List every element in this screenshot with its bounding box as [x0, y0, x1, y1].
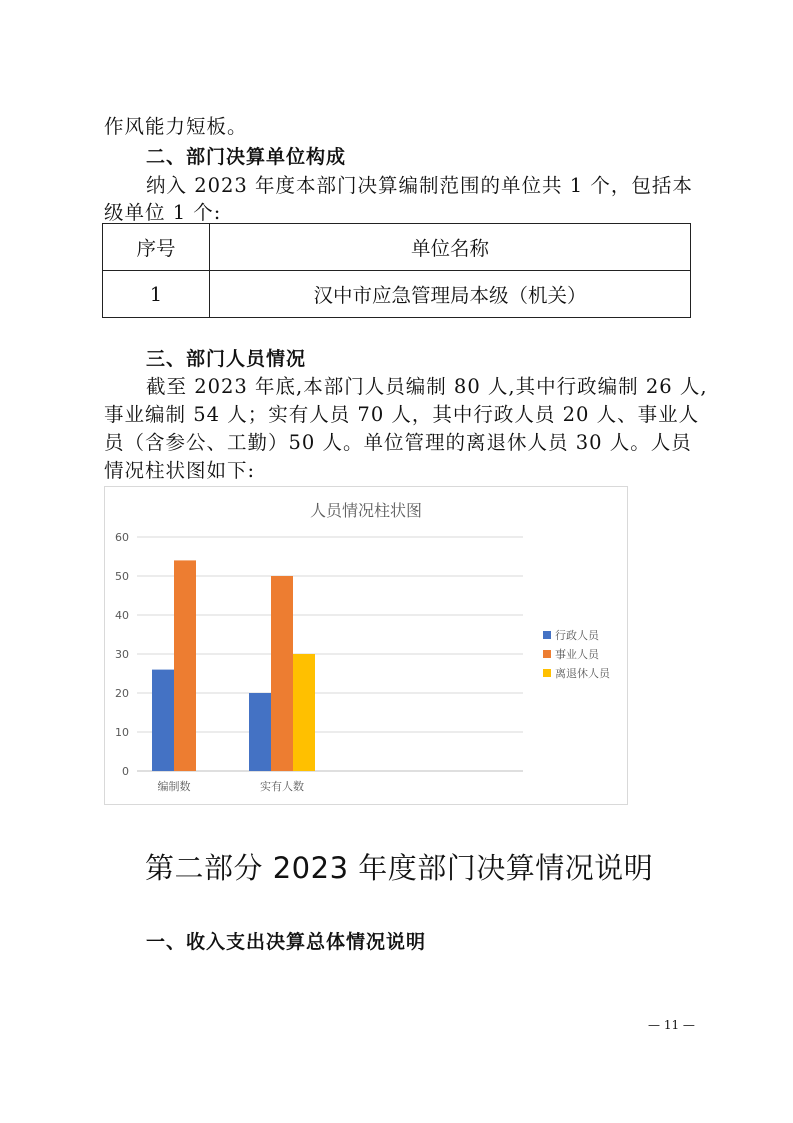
- x-tick-label: 编制数: [157, 780, 191, 793]
- table-cell: 汉中市应急管理局本级（机关）: [210, 271, 691, 318]
- table-header-cell: 单位名称: [210, 224, 691, 271]
- section-heading-income: 一、收入支出决算总体情况说明: [146, 931, 427, 953]
- x-tick-label: 实有人数: [260, 780, 304, 793]
- paragraph-staff-line3: 员（含参公、工勤）50 人。单位管理的离退休人员 30 人。人员: [104, 431, 692, 454]
- bar: [174, 560, 196, 771]
- table-cell: 1: [103, 271, 210, 318]
- legend-label: 行政人员: [555, 629, 599, 642]
- table-header-row: [103, 224, 691, 271]
- y-tick-label: 40: [115, 609, 129, 622]
- table-row: [103, 271, 691, 318]
- bar: [271, 576, 293, 771]
- paragraph-staff-line1: 截至 2023 年底,本部门人员编制 80 人,其中行政编制 26 人,: [146, 375, 708, 398]
- legend-swatch: [543, 669, 551, 677]
- chart-svg: [105, 487, 627, 804]
- paragraph-tail: 作风能力短板。: [104, 115, 248, 138]
- bar: [152, 670, 174, 771]
- section-heading-staff: 三、部门人员情况: [146, 348, 307, 370]
- staff-bar-chart: [104, 486, 628, 805]
- paragraph-staff-line2: 事业编制 54 人；实有人员 70 人，其中行政人员 20 人、事业人: [104, 403, 700, 426]
- y-tick-label: 30: [115, 648, 129, 661]
- y-tick-label: 20: [115, 687, 129, 700]
- legend-swatch: [543, 631, 551, 639]
- paragraph-units-line2: 级单位 1 个:: [104, 201, 222, 224]
- table-header-cell: 序号: [103, 224, 210, 271]
- bar: [293, 654, 315, 771]
- page-number: — 11 —: [648, 1018, 695, 1032]
- paragraph-staff-line4: 情况柱状图如下:: [104, 459, 256, 482]
- section-heading-units: 二、部门决算单位构成: [146, 146, 347, 168]
- y-tick-label: 60: [115, 531, 129, 544]
- y-tick-label: 50: [115, 570, 129, 583]
- y-tick-label: 10: [115, 726, 129, 739]
- legend-label: 事业人员: [555, 648, 599, 661]
- legend-swatch: [543, 650, 551, 658]
- unit-table: [102, 223, 691, 318]
- y-tick-label: 0: [122, 765, 129, 778]
- part-two-title: 第二部分 2023 年度部门决算情况说明: [145, 851, 654, 885]
- bar: [249, 693, 271, 771]
- paragraph-units-line1: 纳入 2023 年度本部门决算编制范围的单位共 1 个，包括本: [146, 174, 693, 197]
- chart-title: 人员情况柱状图: [309, 501, 423, 520]
- legend-label: 离退休人员: [555, 667, 610, 680]
